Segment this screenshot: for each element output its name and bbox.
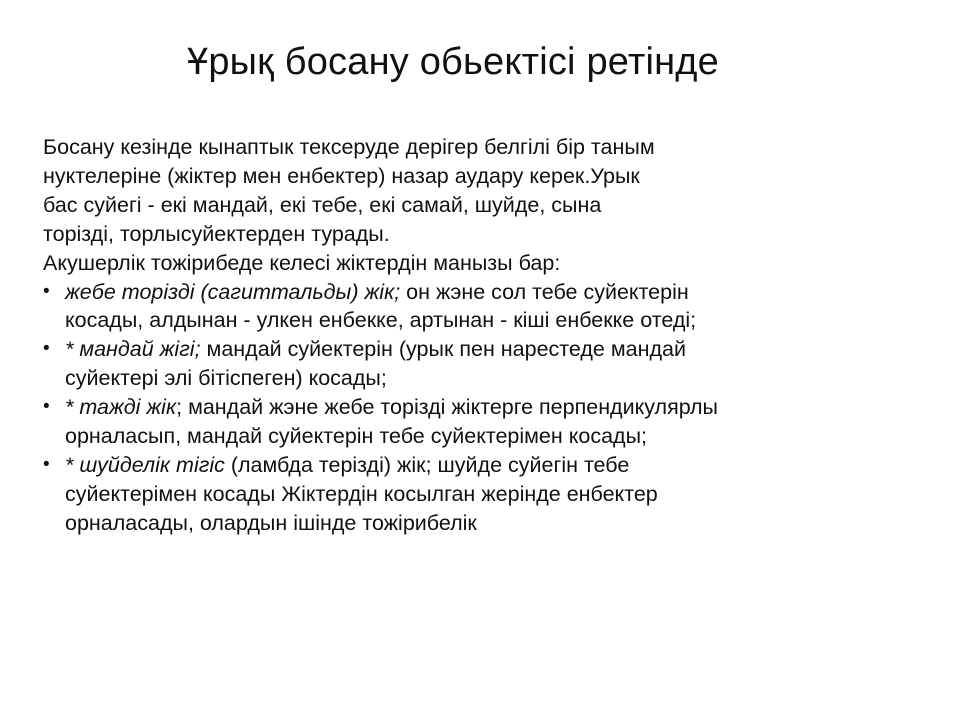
bullet-item-lambdoid-suture xyxy=(43,451,743,538)
bullet-icon: • xyxy=(43,280,50,302)
bullet-item-sagittal-suture xyxy=(43,278,743,336)
bullet-term: * таждi жiк xyxy=(65,395,177,420)
bullet-item-frontal-suture xyxy=(43,335,743,393)
intro-line-2: нуктелеріне (жіктер мен енбектер) назар аудару керек.Урык xyxy=(43,163,640,188)
slide-body xyxy=(43,133,743,538)
bullet-list xyxy=(43,278,743,538)
bullet-text: он жэне сол тебе суйектерін косады, алдынан - улкен енбекке, артынан - кіші енбекке отеді; xyxy=(65,279,697,333)
bullet-text: мандай суйектерін (урык пен нарестеде мандай суйектері элі бітіспеген) косады; xyxy=(65,337,686,391)
slide-title: Ұрық босану обьектісі ретінде xyxy=(186,41,719,83)
bullet-term: * шуйделік тігіс xyxy=(65,452,225,477)
intro-line-1: Босану кезінде кынаптык тексеруде дерігер белгілі бір таным xyxy=(43,135,655,159)
bullet-term: * мандай жігі; xyxy=(65,337,201,362)
bullet-text: ; мандай жэне жебе торізді жіктерге перпендикулярлы орналасып, мандай суйектерін тебе суйектерімен косады; xyxy=(65,395,718,449)
bullet-item-coronal-suture xyxy=(43,393,743,451)
bullet-text: (ламбда терізді) жік; шуйде суйегін тебе суйектерімен косады Жіктердін косылган жерінде енбектер орналасады, олардын ішінде тожірибелік xyxy=(65,452,658,535)
bullet-icon: • xyxy=(43,453,50,475)
intro-line-3: бас суйегі - екі мандай, екі тебе, екі самай, шуйде, сына xyxy=(43,192,602,217)
lead-in-line: Акушерлік тожірибеде келесі жіктердін манызы бар: xyxy=(43,250,561,275)
bullet-term: жебе торізді (сагиттальды) жік; xyxy=(65,279,401,304)
bullet-icon: • xyxy=(43,396,50,418)
intro-line-4: торізді, торлысуйектерден турады. xyxy=(43,221,390,246)
bullet-icon: • xyxy=(43,338,50,360)
